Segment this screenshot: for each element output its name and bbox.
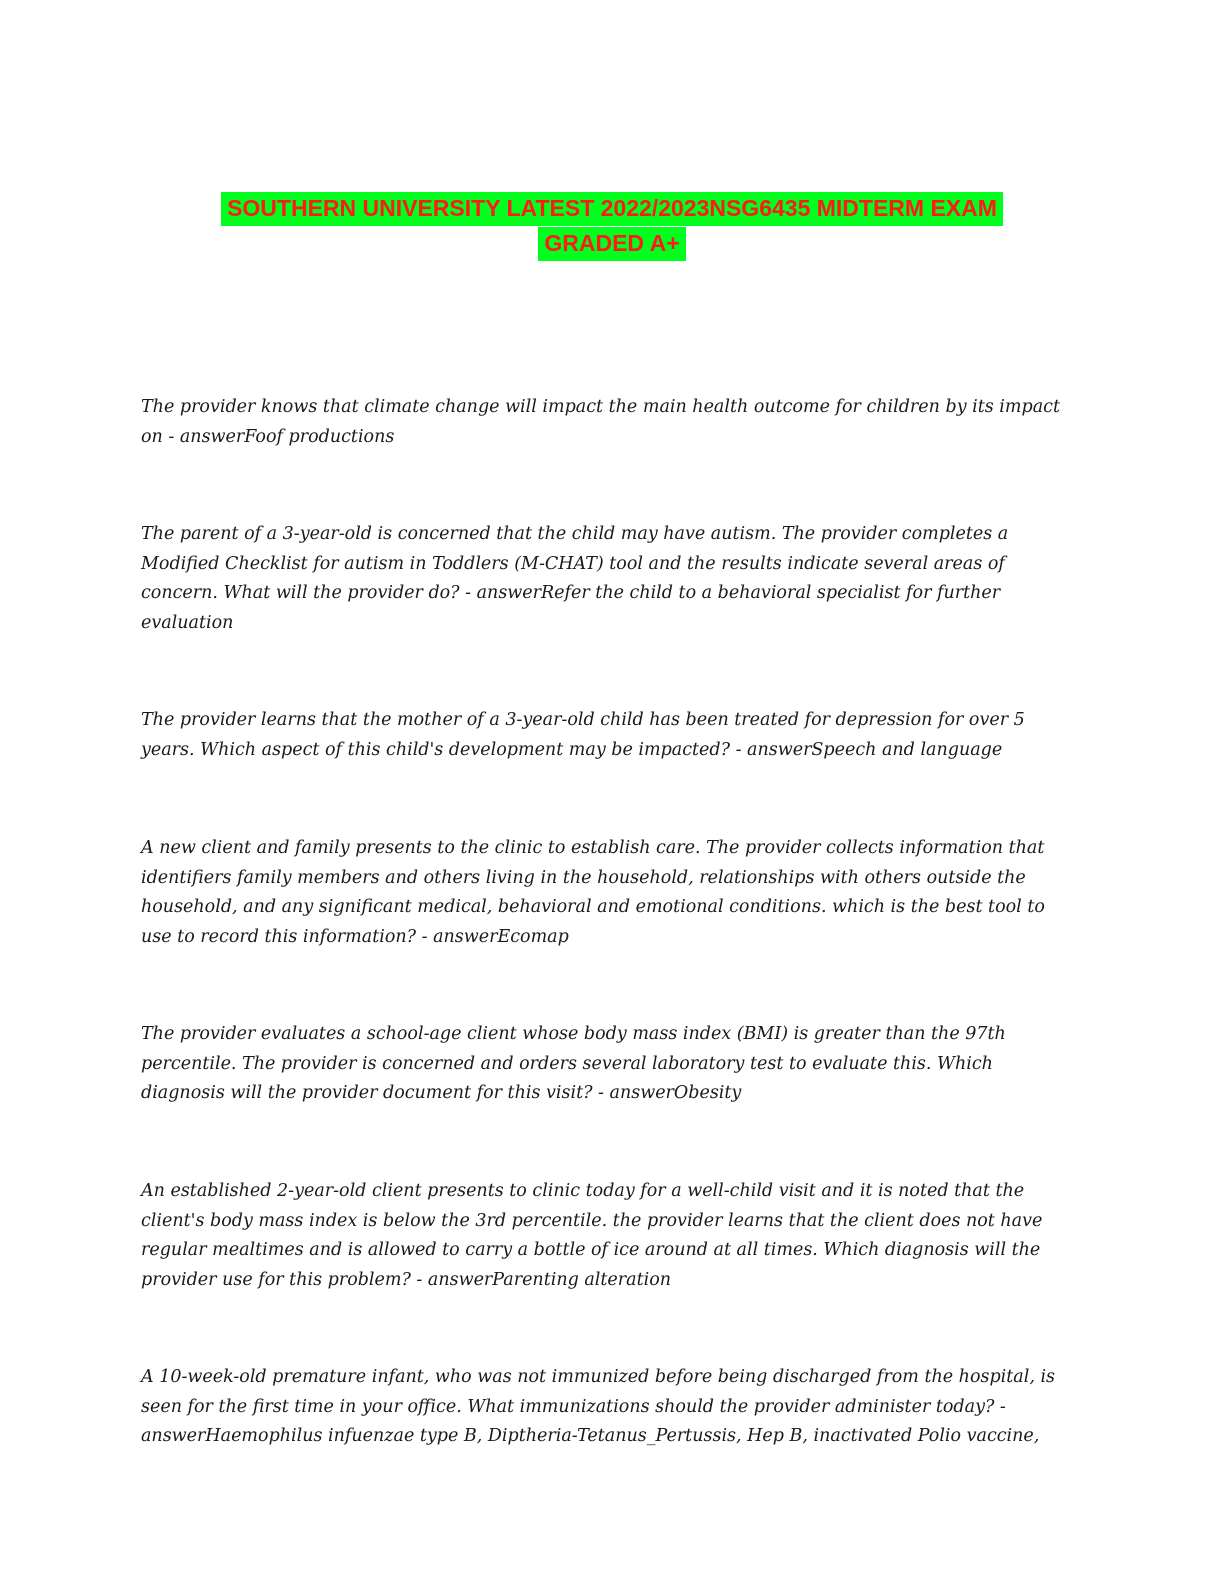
question-text: The provider evaluates a school-age client whose body mass index (BMI) is greater than the 97th percentile. The provider is concerned and orders several laboratory test to evaluate this. Which diagnosis will the provider document for this visit? -	[141, 1024, 1006, 1103]
answer-text: answerObesity	[609, 1083, 742, 1103]
qa-item-1	[141, 393, 1076, 452]
question-text: An established 2-year-old client presents to clinic today for a well-child visit and it is noted that the client's body mass index is below the 3rd percentile. the provider learns that the client does not have regular mealtimes and is allowed to carry a bottle of ice around at all times. Which diagnosis will the provider use for this problem? -	[141, 1181, 1043, 1290]
qa-item-6	[141, 1177, 1076, 1295]
qa-item-5	[141, 1020, 1076, 1109]
question-text: A 10-week-old premature infant, who was not immunized before being discharged from the hospital, is seen for the first time in your office. What immunizations should the provider administer today? -	[141, 1367, 1056, 1417]
title-line-2: GRADED A+	[538, 227, 685, 261]
qa-item-2	[141, 520, 1076, 638]
question-text: The provider knows that climate change will impact the main health outcome for children by its impact on -	[141, 397, 1060, 447]
title-line-1: SOUTHERN UNIVERSITY LATEST 2022/2023NSG6435 MIDTERM EXAM	[221, 192, 1003, 226]
qa-item-4	[141, 834, 1076, 952]
qa-item-3	[141, 706, 1076, 765]
answer-text: answerRefer the child to a behavioral specialist for further evaluation	[141, 583, 1001, 633]
answer-text: answerSpeech and language	[747, 739, 1003, 760]
answer-text: answerFoof productions	[179, 426, 395, 447]
answer-text: answerEcomap	[433, 926, 569, 947]
question-text: The provider learns that the mother of a 3-year-old child has been treated for depression for over 5 years. Which aspect of this child's development may be impacted? -	[141, 710, 1025, 760]
question-text: The parent of a 3-year-old is concerned that the child may have autism. The provider completes a Modified Checklist for autism in Toddlers (M-CHAT) tool and the results indicate several areas of concern. What will the provider do? -	[141, 524, 1009, 603]
qa-item-7	[141, 1363, 1076, 1452]
answer-text: answerHaemophilus infuenzae type B, Diptheria-Tetanus_Pertussis, Hep B, inactivated Polio vaccine,	[141, 1426, 1040, 1446]
document-title	[140, 191, 1084, 261]
question-text: A new client and family presents to the clinic to establish care. The provider collects information that identifiers family members and others living in the household, relationships with others outside the household, and any significant medical, behavioral and emotional conditions. which is the best tool to use to record this information? -	[141, 838, 1045, 947]
answer-text: answerParenting alteration	[427, 1269, 672, 1290]
